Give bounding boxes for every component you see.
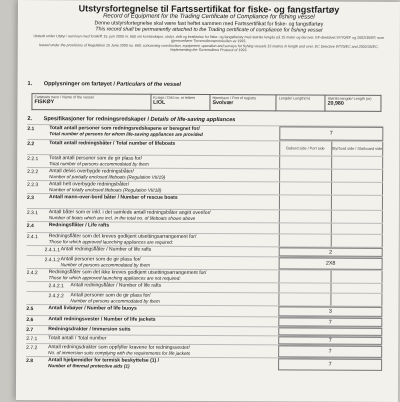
total-value-cell: 7 [278,358,382,371]
row-number: 2.2 [27,141,47,147]
starboard-side-value [331,211,383,223]
port-side-value [278,293,331,305]
row-number: 2.4.2.2 [48,293,68,299]
vessel-name-value: FISKØY [34,99,148,106]
row-value-cells [279,210,383,223]
row-text-no: Antall delvis overbygde redningsbåter/ [49,168,277,175]
row-description [49,140,277,147]
starboard-side-value [331,224,383,234]
row-text-no: Totalt antall personer som de gir plass for/ [49,155,277,162]
row-text-no: Antall mann-over-bord båter / Number of rescue boats [49,194,277,201]
row-description [49,125,277,138]
max-length-label: Største lengde/ Length (m) [328,97,379,101]
attach-note-en: This record shall be permanently attached to the Trading certificate of compliance for fishing vessel [18,26,400,34]
row-number: 2.7 [26,327,46,333]
section-1-title: Opplysninger om fartøyet [44,81,112,87]
row-number: 2.2.1 [27,156,47,162]
starboard-side-value [331,183,383,195]
row-value-cells [279,223,383,234]
row-text-no: Antall hjelpemidler for termisk beskyttelse (1) / [48,357,276,364]
row-description [49,194,277,201]
row-text-no: Redningsflåter som det kreves godkjent utsettingsarrangement for/ [49,233,277,240]
row-value-cells [278,293,382,306]
row-number: 2.4.1.2 [45,257,65,263]
row-text-no: Totalt antall redningsbåter / Total number of lifeboats [49,140,277,147]
port-side-value [279,234,332,246]
port-side-value [279,195,332,209]
starboard-side-value [331,284,383,293]
row-number: 2.7.1 [26,336,46,342]
row-description [48,316,276,323]
port-side-value [279,270,332,282]
row-text-no: Antall livbøyer / Number of life buoys [48,305,276,312]
row-text-en: Total number of persons accommodated by them [49,161,277,168]
row-text-no: Antall redningsdrakter som oppfyller kravene for redningsvester/ [48,344,276,351]
port-side-value [278,283,331,292]
row-text-no: Antall båter som er inkl. i det samlede antall redningsbåter angitt ovenfor/ [49,209,277,216]
row-text-no: Antall redningsflåter / Number of life rafts [61,246,277,253]
port-side-value [279,223,332,233]
row-description [70,282,276,289]
total-value-cell: 7 [279,126,383,141]
row-text-no: Totalt antall personer som redningsredskapene er beregnet for/ [49,125,277,132]
row-text-en: Number of totally enclosed lifeboats (Regulation VII/18) [49,187,277,194]
row-value-cells [279,169,383,182]
row-text-en: Total number of persons for whom life-saving appliances are provided [49,131,277,138]
starboard-side-value [332,170,384,182]
row-number: 2.2.2 [27,169,47,175]
row-value-cells [278,358,382,371]
total-value-cell: 3 [278,306,382,317]
row-number: 2.4.2 [27,270,47,276]
row-number: 2.1 [27,126,47,132]
row-value-cells [278,306,382,317]
row-text-no: Antall personer som de gir plass for/ [61,256,277,263]
total-value-cell: 7 [278,317,382,327]
document-title: Utstyrsfortegnelse til Fartssertifikat for fiske- og fangstfartøy [18,3,400,15]
row-number: 2.3 [27,195,47,201]
appliance-row [26,356,382,371]
length-cell [276,95,325,111]
starboard-side-value [331,235,383,247]
row-value-cells [279,234,383,247]
legal-text-en: Issued under the provisions of Regulation 15 June 2000 no. 660, concerning construction, equipment, operation and surveys for fishing vessels 15 metres in length and over, EC Directive 97/70/EC and 2002/35/EC, implementing the Torremolinos Protocol of 1993. [18,43,400,54]
port-registry-label: Hjemhavn / Port of registry [212,96,273,100]
port-registry-value: Svolvær [212,100,273,106]
vessel-particulars-table [31,93,381,112]
total-value-cell: 2X8 [279,257,383,270]
row-description [48,357,276,370]
row-description [48,326,276,333]
row-number: 2.4.1.1 [45,247,65,253]
port-side-value [279,156,332,168]
section-2-number: 2. [27,116,32,122]
row-text-en: No. of immersion suits complying with the requirements for life jackets [48,350,276,357]
row-text-no: Redningsflåter / Life rafts [49,222,277,229]
length-label: Lengde/ Length(m) [279,96,323,100]
max-length-cell [325,95,381,111]
row-text-en: Number of boats which are incl. in the total no. of lifeboats shown above [49,215,277,222]
row-description [48,335,276,342]
row-text-en: Number of partially enclosed lifeboats (Regulation VII/19) [49,174,277,181]
row-value-cells [279,156,383,169]
starboard-side-value [331,271,383,283]
row-value-cells [278,345,382,358]
starboard-side-value [332,157,384,169]
row-number: 2.4.1 [27,234,47,240]
section-2-title: Spesifikasjoner for redningsredskaper [44,116,146,123]
row-text-no: Antall redningsvester / Number of life jackets [48,316,276,323]
row-number: 2.3.1 [27,210,47,216]
row-description [48,305,276,312]
starboard-side-value [331,294,383,306]
row-number: 2.5 [26,306,46,312]
row-number: 2.4 [27,223,47,229]
total-value-cell: 7 [278,336,382,345]
life-saving-appliances-table [26,124,383,371]
row-value-cells [279,257,383,270]
port-side-value [279,210,332,222]
section-2-title-en: Details of life-saving appliances [151,117,236,123]
vessel-name-label: Fartøyets navn / Name of the vessel [34,95,148,100]
row-description [61,246,277,253]
max-length-value: 20,980 [328,101,379,107]
row-value-cells [279,141,383,156]
row-text-no: Redningsdrakter / Immersion suits [48,326,276,333]
row-text-en: Number of persons accommodated by them [70,298,276,305]
starboard-side-value [331,196,383,210]
row-text-no: Antall helt overbygde redningsbåter/ [49,181,277,188]
row-number: 2.4.2.1 [48,283,68,289]
row-description [70,292,276,305]
document-header [18,3,400,54]
row-text-en: Those for which approved launching appliances are not required: [49,275,277,282]
vessel-name-cell [32,94,151,111]
starboard-side-header: Styrbord side / Starboard side [332,142,384,156]
row-text-en: Number of thermal protective aids (1) [48,363,276,370]
row-description [61,256,277,269]
attach-note: Denne utstyrsfortegnelse skal være fast heftet sammen med Fartssertifikat for fiske- og fangstfartøy [18,20,400,28]
row-number: 2.6 [26,317,46,323]
row-value-cells [279,182,383,195]
row-value-cells [279,270,383,283]
row-text-en: Number of persons accommodated by them [61,262,277,269]
row-text-no: Antall personer som de gir plass for/ [70,292,276,299]
dist-letters-cell [151,94,210,110]
section-1-heading: 1. Opplysninger om fartøyet / Particulars of the vessel [28,81,181,88]
port-side-header: Babord side / Port side [279,141,332,155]
port-registry-cell [210,95,276,111]
row-text-en: Those for which approved launching appliances are required: [49,239,277,246]
row-number: 2.7.2 [26,345,46,351]
section-1-number: 1. [28,81,33,87]
document-title-en: Record of Equipment for the Trading Certificate of Compliance for fishing vessel [18,13,400,22]
section-1-title-en: Particulars of the vessel [117,82,181,88]
dist-letters-label: Kj.sign./ Dist.no. or letters [153,96,207,100]
row-number: 2.2.3 [27,182,47,188]
section-2-heading: 2. Spesifikasjoner for redningsredskaper / Details of life-saving appliances [27,116,235,123]
port-side-value [279,182,332,194]
row-text-no: Totalt antall / Total number [48,335,276,342]
row-value-cells [279,126,383,141]
total-value-cell: 7 [278,345,382,358]
row-text-no: Redningsflåter som det ikke kreves godkjent utsettingsarrangement for/ [49,269,277,276]
certificate-sheet [16,0,400,402]
dist-letters-value: LIOL [153,100,207,106]
row-description [49,222,277,229]
row-value-cells [279,195,383,210]
row-number: 2.8 [26,358,46,364]
row-text-no: Antall redningsflåter / Number of life rafts [70,282,276,289]
total-value-cell: 2 [279,247,383,257]
port-side-value [279,169,332,181]
legal-text: Utstedt under Utstyr i servicen med forskrift 15. juni 2000 nr. 660 om konstruksjon, utstyr, drift og besiktelse for fiske- og fangstfartøy med største lengde på 15 meter og derover, EF-direktivet 97/70/EF og 2002/35/EF, som gjennomfører Torremolinosprotokollen av 1993. [18,32,400,45]
